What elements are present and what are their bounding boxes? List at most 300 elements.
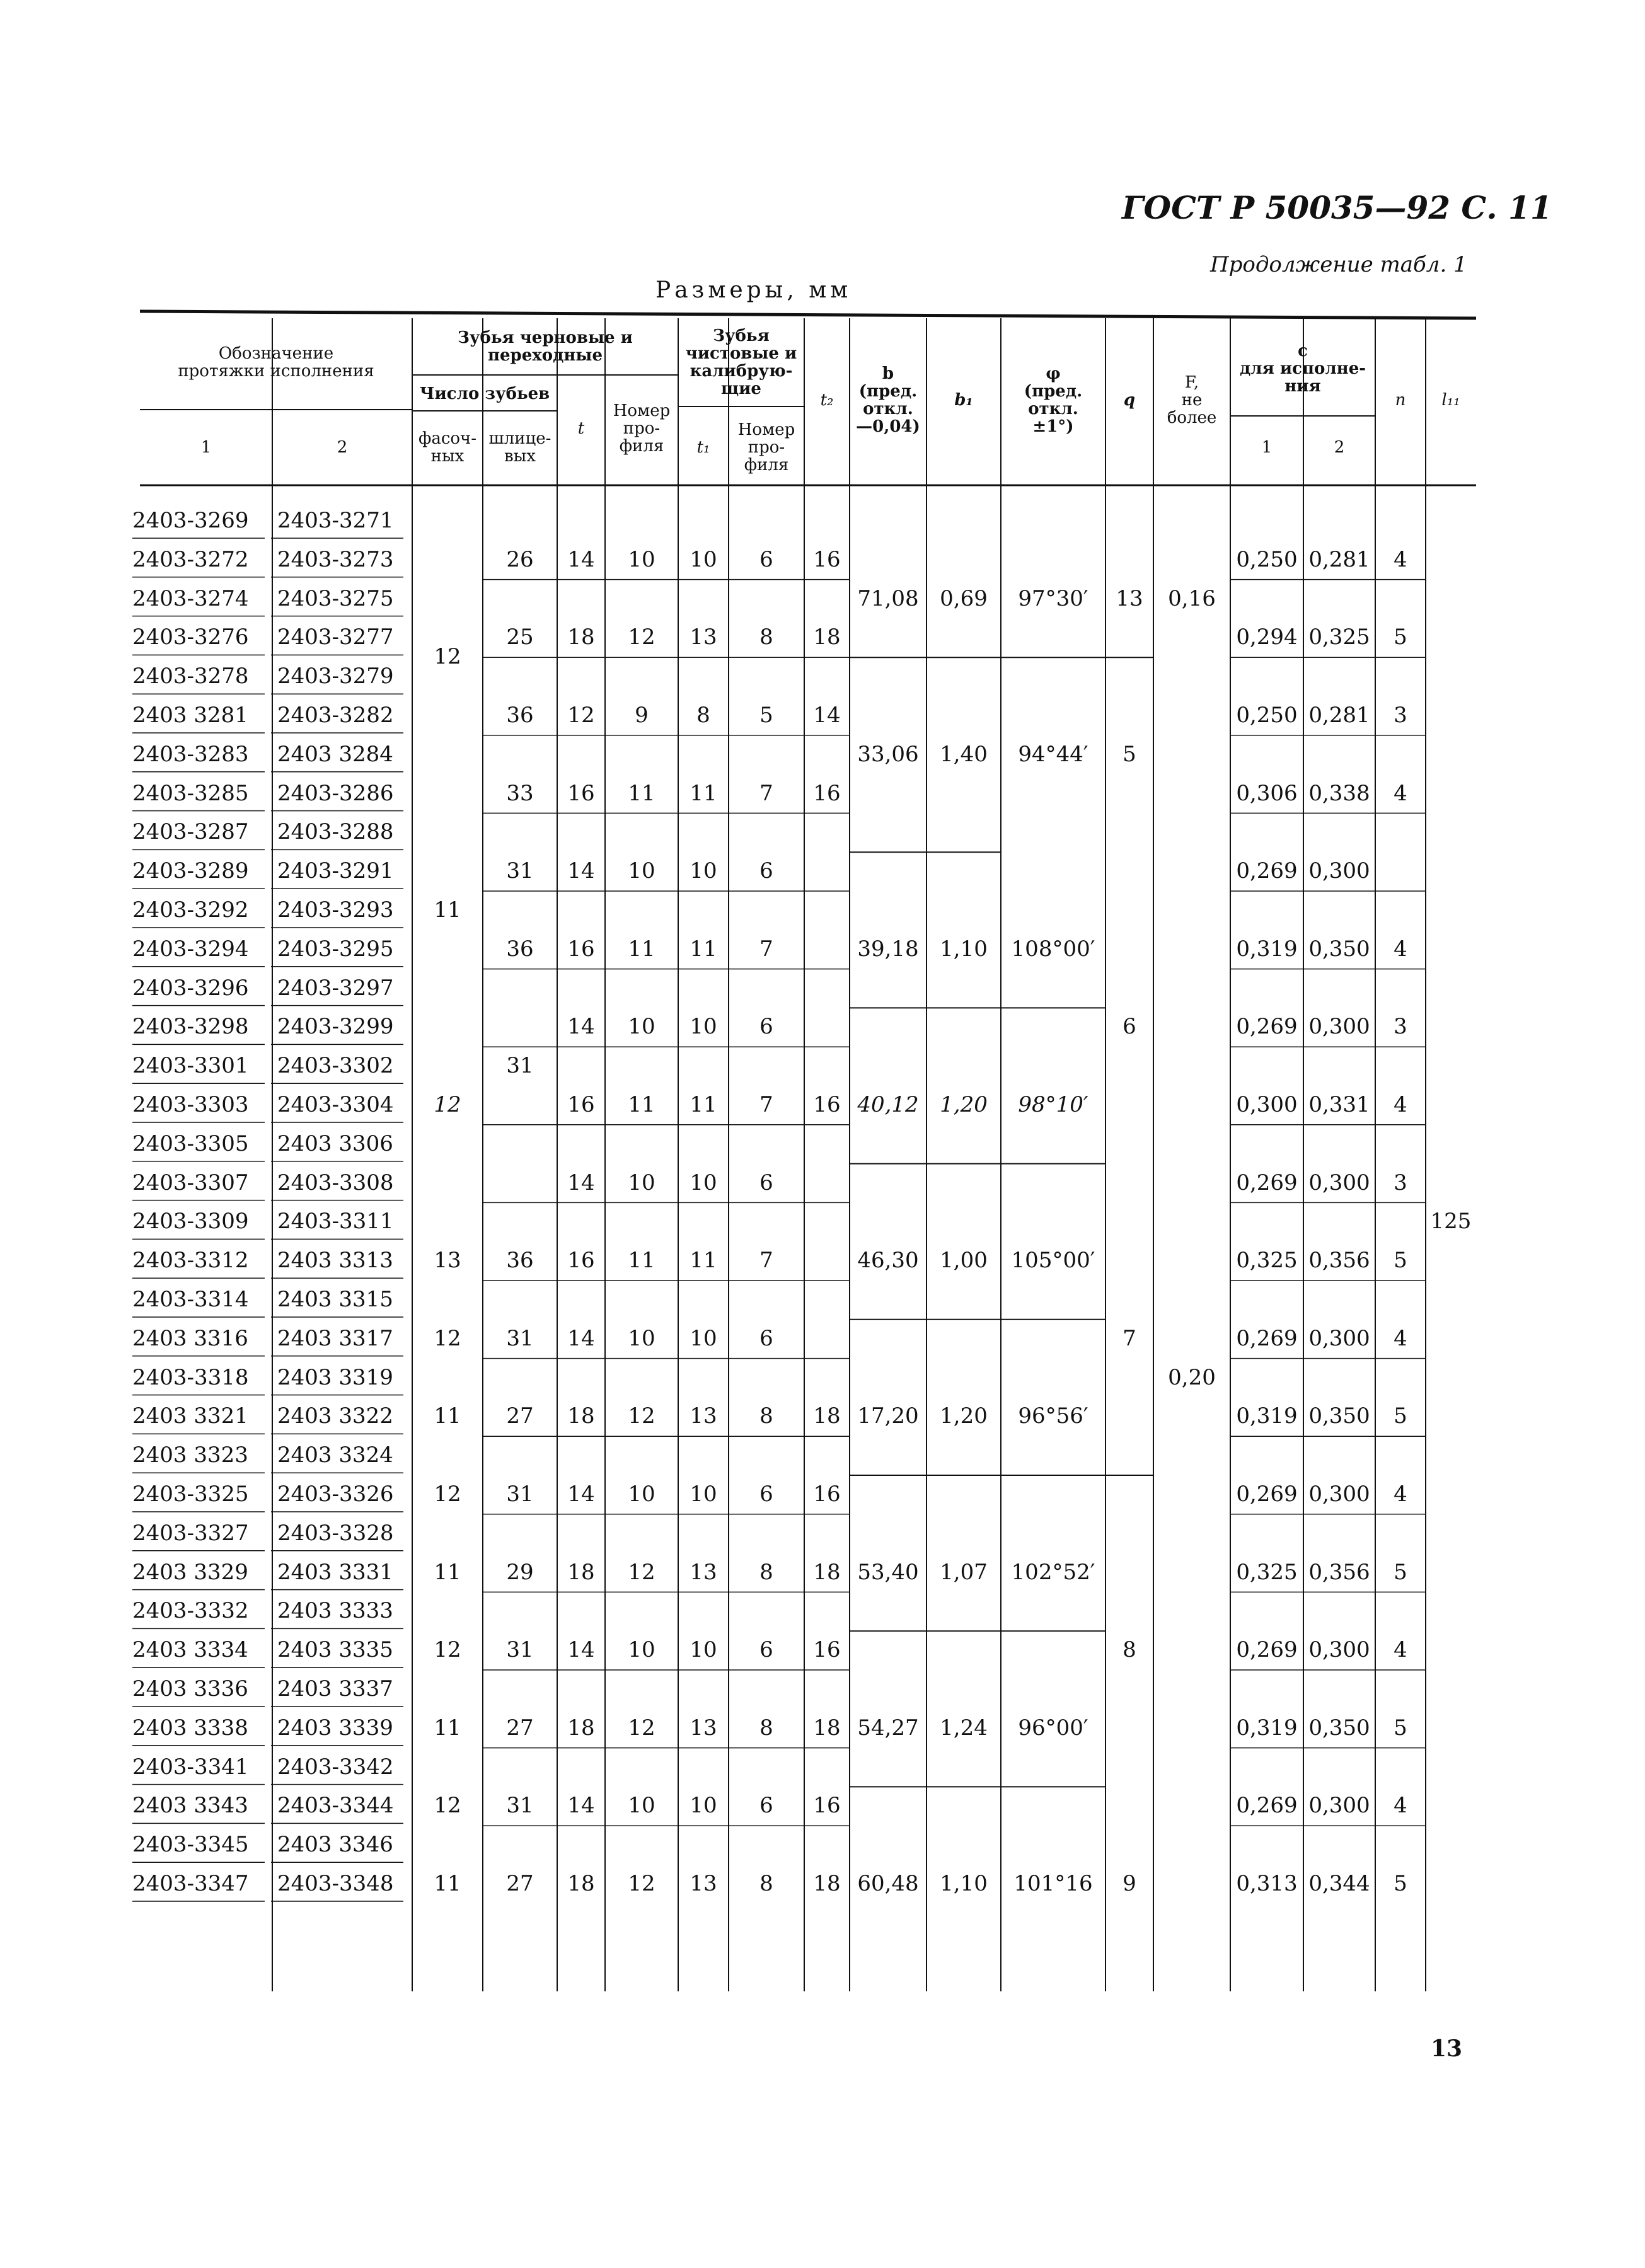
designation-exec1: 2403-3309 — [132, 1209, 249, 1235]
cell-n: 4 — [1394, 1482, 1407, 1507]
cell-q: 13 — [1116, 585, 1143, 611]
cell-b: 54,27 — [857, 1715, 919, 1741]
header-F: F, не более — [1167, 373, 1217, 427]
cell-n: 3 — [1394, 1170, 1407, 1195]
cell-c1: 0,269 — [1236, 858, 1298, 884]
header-c-1: 1 — [1261, 438, 1273, 457]
cell-chamfer: 11 — [434, 1715, 461, 1741]
designation-exec1: 2403-3276 — [132, 625, 249, 650]
cell-spline: 33 — [506, 780, 534, 806]
cell-c1: 0,306 — [1236, 780, 1298, 806]
designation-exec2: 2403 3346 — [277, 1832, 393, 1858]
cell-prof2: 6 — [759, 546, 773, 572]
cell-t2: 16 — [813, 1482, 841, 1507]
cell-phi: 97°30′ — [1018, 585, 1088, 611]
cell-b: 33,06 — [857, 741, 919, 767]
cell-prof2: 8 — [759, 1871, 773, 1896]
designation-exec1: 2403-3272 — [132, 546, 249, 572]
cell-prof2: 6 — [759, 1793, 773, 1819]
document-title: ГОСТ Р 50035—92 С. 11 — [1122, 189, 1552, 226]
cell-t2: 18 — [813, 625, 841, 650]
cell-prof2: 8 — [759, 1559, 773, 1585]
designation-exec2: 2403 3315 — [277, 1287, 393, 1312]
cell-t1: 13 — [690, 1871, 717, 1896]
header-b: b (пред. откл. —0,04) — [856, 364, 920, 436]
designation-exec2: 2403-3286 — [277, 780, 394, 806]
cell-q: 5 — [1123, 741, 1136, 767]
designation-exec2: 2403-3328 — [277, 1520, 394, 1546]
cell-phi: 101°16 — [1013, 1871, 1093, 1896]
cell-phi: 102°52′ — [1011, 1559, 1095, 1585]
cell-t1: 10 — [690, 1482, 717, 1507]
cell-prof2: 8 — [759, 1715, 773, 1741]
cell-chamfer: 12 — [434, 1092, 461, 1117]
cell-c2: 0,300 — [1308, 1170, 1370, 1195]
header-b1: b₁ — [954, 391, 973, 410]
cell-spline: 31 — [506, 1053, 534, 1079]
cell-chamfer: 11 — [434, 1559, 461, 1585]
designation-exec2: 2403 3324 — [277, 1442, 393, 1468]
cell-t2: 14 — [813, 703, 841, 728]
designation-exec2: 2403 3284 — [277, 741, 393, 767]
cell-c2: 0,300 — [1308, 1014, 1370, 1040]
cell-q: 6 — [1123, 1014, 1136, 1040]
cell-spline: 36 — [506, 703, 534, 728]
cell-t: 14 — [567, 1170, 595, 1195]
cell-c2: 0,356 — [1308, 1559, 1370, 1585]
cell-c1: 0,269 — [1236, 1014, 1298, 1040]
cell-c1: 0,319 — [1236, 1403, 1298, 1429]
designation-exec2: 2403-3277 — [277, 625, 394, 650]
cell-q: 7 — [1123, 1325, 1136, 1351]
cell-phi: 108°00′ — [1011, 936, 1095, 962]
cell-t: 18 — [567, 1559, 595, 1585]
cell-prof1: 11 — [628, 1248, 655, 1274]
cell-c2: 0,300 — [1308, 1482, 1370, 1507]
cell-t1: 13 — [690, 1559, 717, 1585]
header-q: q — [1123, 391, 1136, 410]
designation-exec1: 2403-3269 — [132, 508, 249, 533]
cell-c1: 0,325 — [1236, 1559, 1298, 1585]
cell-spline: 36 — [506, 1248, 534, 1274]
cell-t2: 16 — [813, 1092, 841, 1117]
cell-c2: 0,356 — [1308, 1248, 1370, 1274]
cell-t1: 13 — [690, 1715, 717, 1741]
cell-t: 12 — [567, 703, 595, 728]
designation-exec2: 2403-3279 — [277, 664, 394, 689]
header-n: n — [1395, 391, 1406, 410]
cell-phi: 96°00′ — [1018, 1715, 1088, 1741]
cell-chamfer: 11 — [434, 897, 461, 923]
cell-prof2: 6 — [759, 1482, 773, 1507]
header-rough-teeth: Зубья черновые и переходные — [458, 328, 633, 365]
cell-prof1: 11 — [628, 1092, 655, 1117]
cell-prof1: 12 — [628, 625, 655, 650]
cell-c1: 0,269 — [1236, 1482, 1298, 1507]
cell-prof2: 6 — [759, 1325, 773, 1351]
cell-t1: 11 — [690, 780, 717, 806]
cell-chamfer: 12 — [434, 1793, 461, 1819]
designation-exec1: 2403 3334 — [132, 1637, 248, 1663]
header-spline: шлице- вых — [488, 429, 551, 466]
cell-prof1: 10 — [628, 1637, 655, 1663]
designation-exec2: 2403-3282 — [277, 703, 394, 728]
cell-t2: 16 — [813, 546, 841, 572]
designation-exec1: 2403-3283 — [132, 741, 249, 767]
cell-t1: 10 — [690, 1637, 717, 1663]
cell-t2: 18 — [813, 1871, 841, 1896]
cell-b1: 1,20 — [940, 1092, 988, 1117]
cell-t: 14 — [567, 1637, 595, 1663]
cell-c2: 0,281 — [1308, 703, 1370, 728]
cell-c1: 0,319 — [1236, 1715, 1298, 1741]
designation-exec2: 2403 3331 — [277, 1559, 393, 1585]
designation-exec2: 2403-3293 — [277, 897, 394, 923]
cell-spline: 31 — [506, 1325, 534, 1351]
cell-n: 5 — [1394, 625, 1407, 650]
cell-phi: 94°44′ — [1018, 741, 1088, 767]
cell-n: 4 — [1394, 936, 1407, 962]
designation-exec2: 2403 3339 — [277, 1715, 393, 1741]
designation-exec1: 2403 3323 — [132, 1442, 248, 1468]
cell-spline: 31 — [506, 1637, 534, 1663]
cell-t2: 16 — [813, 1637, 841, 1663]
header-l11: l₁₁ — [1441, 391, 1460, 410]
cell-chamfer: 12 — [434, 1637, 461, 1663]
cell-phi: 105°00′ — [1011, 1248, 1095, 1274]
cell-t1: 10 — [690, 858, 717, 884]
cell-b: 46,30 — [857, 1248, 919, 1274]
cell-prof2: 6 — [759, 858, 773, 884]
designation-exec1: 2403-3325 — [132, 1482, 249, 1507]
cell-t1: 10 — [690, 1170, 717, 1195]
header-exec-1: 1 — [200, 438, 212, 457]
cell-spline: 31 — [506, 858, 534, 884]
designation-exec2: 2403-3342 — [277, 1754, 394, 1780]
cell-chamfer: 11 — [434, 1403, 461, 1429]
designation-exec1: 2403-3294 — [132, 936, 249, 962]
designation-exec1: 2403-3307 — [132, 1170, 249, 1195]
designation-exec2: 2403-3304 — [277, 1092, 394, 1117]
cell-prof2: 7 — [759, 1248, 773, 1274]
grid-line — [140, 311, 1476, 318]
designation-exec2: 2403-3348 — [277, 1871, 394, 1896]
designation-exec1: 2403-3285 — [132, 780, 249, 806]
cell-c1: 0,269 — [1236, 1170, 1298, 1195]
header-chamfer: фасоч- ных — [418, 429, 477, 466]
cell-n: 4 — [1394, 1793, 1407, 1819]
page-number: 13 — [1431, 2035, 1463, 2062]
designation-exec1: 2403-3303 — [132, 1092, 249, 1117]
cell-c1: 0,250 — [1236, 546, 1298, 572]
cell-prof1: 10 — [628, 1482, 655, 1507]
cell-t1: 13 — [690, 625, 717, 650]
designation-exec1: 2403-3327 — [132, 1520, 249, 1546]
cell-prof1: 12 — [628, 1871, 655, 1896]
designation-exec2: 2403 3333 — [277, 1598, 393, 1624]
header-t: t — [577, 419, 585, 438]
designation-exec1: 2403 3281 — [132, 703, 248, 728]
designation-exec2: 2403-3295 — [277, 936, 394, 962]
cell-n: 5 — [1394, 1715, 1407, 1741]
cell-c2: 0,300 — [1308, 1793, 1370, 1819]
cell-c1: 0,250 — [1236, 703, 1298, 728]
cell-b1: 1,10 — [940, 936, 988, 962]
cell-b1: 1,20 — [940, 1403, 988, 1429]
header-phi: φ (пред. откл. ±1°) — [1024, 364, 1083, 436]
designation-exec1: 2403-3305 — [132, 1131, 249, 1156]
cell-t: 16 — [567, 936, 595, 962]
designation-exec1: 2403-3332 — [132, 1598, 249, 1624]
cell-spline: 29 — [506, 1559, 534, 1585]
cell-c1: 0,300 — [1236, 1092, 1298, 1117]
cell-spline: 27 — [506, 1715, 534, 1741]
cell-prof1: 10 — [628, 1170, 655, 1195]
cell-b: 53,40 — [857, 1559, 919, 1585]
cell-t: 14 — [567, 1793, 595, 1819]
cell-b1: 1,10 — [940, 1871, 988, 1896]
designation-exec1: 2403-3312 — [132, 1248, 249, 1274]
cell-n: 5 — [1394, 1403, 1407, 1429]
cell-spline: 26 — [506, 546, 534, 572]
designation-exec1: 2403-3301 — [132, 1053, 249, 1079]
cell-c2: 0,344 — [1308, 1871, 1370, 1896]
cell-q: 8 — [1123, 1637, 1136, 1663]
cell-t: 16 — [567, 1248, 595, 1274]
cell-b: 39,18 — [857, 936, 919, 962]
cell-t1: 10 — [690, 1325, 717, 1351]
designation-exec2: 2403-3273 — [277, 546, 394, 572]
cell-l11: 125 — [1430, 1209, 1472, 1235]
header-teeth-count: Число зубьев — [419, 384, 550, 403]
designation-exec2: 2403 3335 — [277, 1637, 393, 1663]
cell-n: 5 — [1394, 1559, 1407, 1585]
cell-q: 9 — [1123, 1871, 1136, 1896]
cell-c2: 0,338 — [1308, 780, 1370, 806]
designation-exec1: 2403-3347 — [132, 1871, 249, 1896]
designation-exec1: 2403-3289 — [132, 858, 249, 884]
cell-c2: 0,300 — [1308, 1637, 1370, 1663]
cell-c2: 0,300 — [1308, 858, 1370, 884]
designation-exec1: 2403-3314 — [132, 1287, 249, 1312]
designation-exec1: 2403-3318 — [132, 1364, 249, 1390]
cell-t2: 18 — [813, 1559, 841, 1585]
designation-exec2: 2403 3306 — [277, 1131, 393, 1156]
designation-exec1: 2403-3341 — [132, 1754, 249, 1780]
designation-exec1: 2403-3296 — [132, 975, 249, 1001]
cell-t: 14 — [567, 1482, 595, 1507]
cell-prof2: 6 — [759, 1014, 773, 1040]
cell-t1: 11 — [690, 1092, 717, 1117]
cell-chamfer: 11 — [434, 1871, 461, 1896]
designation-exec2: 2403 3313 — [277, 1248, 393, 1274]
cell-prof1: 10 — [628, 1325, 655, 1351]
header-exec-2: 2 — [337, 438, 348, 457]
header-designation: Обозначение протяжки исполнения — [178, 344, 374, 381]
cell-c1: 0,269 — [1236, 1637, 1298, 1663]
cell-t2: 18 — [813, 1403, 841, 1429]
cell-c2: 0,350 — [1308, 936, 1370, 962]
dimensions-label: Размеры, мм — [655, 277, 852, 303]
designation-exec2: 2403 3317 — [277, 1325, 393, 1351]
cell-c2: 0,300 — [1308, 1325, 1370, 1351]
cell-t: 14 — [567, 546, 595, 572]
cell-t: 14 — [567, 1325, 595, 1351]
cell-spline: 25 — [506, 625, 534, 650]
designation-exec2: 2403 3322 — [277, 1403, 393, 1429]
cell-t1: 10 — [690, 1793, 717, 1819]
designation-exec2: 2403-3275 — [277, 585, 394, 611]
designation-exec1: 2403 3343 — [132, 1793, 248, 1819]
cell-prof2: 6 — [759, 1637, 773, 1663]
cell-n: 4 — [1394, 780, 1407, 806]
cell-F: 0,16 — [1168, 585, 1216, 611]
cell-prof1: 12 — [628, 1715, 655, 1741]
designation-exec2: 2403-3297 — [277, 975, 394, 1001]
cell-c2: 0,331 — [1308, 1092, 1370, 1117]
designation-exec2: 2403-3344 — [277, 1793, 394, 1819]
cell-t2: 18 — [813, 1715, 841, 1741]
header-c-2: 2 — [1334, 438, 1345, 457]
header-profile-no: Номер про- филя — [613, 401, 671, 456]
designation-exec1: 2403-3278 — [132, 664, 249, 689]
cell-phi: 98°10′ — [1018, 1092, 1088, 1117]
cell-c1: 0,313 — [1236, 1871, 1298, 1896]
cell-b1: 1,24 — [940, 1715, 988, 1741]
cell-prof2: 5 — [759, 703, 773, 728]
cell-t: 16 — [567, 780, 595, 806]
cell-spline: 36 — [506, 936, 534, 962]
designation-exec1: 2403-3345 — [132, 1832, 249, 1858]
cell-b1: 1,00 — [940, 1248, 988, 1274]
cell-t1: 11 — [690, 1248, 717, 1274]
cell-c2: 0,350 — [1308, 1403, 1370, 1429]
cell-t1: 8 — [696, 703, 710, 728]
cell-spline: 31 — [506, 1482, 534, 1507]
cell-n: 4 — [1394, 546, 1407, 572]
cell-t1: 10 — [690, 546, 717, 572]
cell-t1: 11 — [690, 936, 717, 962]
cell-prof1: 10 — [628, 1793, 655, 1819]
cell-c2: 0,350 — [1308, 1715, 1370, 1741]
designation-exec2: 2403-3302 — [277, 1053, 394, 1079]
cell-t: 14 — [567, 858, 595, 884]
cell-t2: 16 — [813, 1793, 841, 1819]
designation-exec2: 2403-3326 — [277, 1482, 394, 1507]
header-t2: t₂ — [820, 391, 834, 410]
cell-spline: 31 — [506, 1793, 534, 1819]
designation-exec1: 2403-3274 — [132, 585, 249, 611]
cell-chamfer: 12 — [434, 1325, 461, 1351]
cell-spline: 27 — [506, 1871, 534, 1896]
cell-prof1: 12 — [628, 1403, 655, 1429]
cell-t1: 10 — [690, 1014, 717, 1040]
cell-spline: 27 — [506, 1403, 534, 1429]
cell-b: 40,12 — [857, 1092, 919, 1117]
designation-exec2: 2403-3291 — [277, 858, 394, 884]
cell-n: 3 — [1394, 703, 1407, 728]
designation-exec1: 2403-3298 — [132, 1014, 249, 1040]
cell-prof1: 10 — [628, 546, 655, 572]
cell-c1: 0,269 — [1236, 1325, 1298, 1351]
designation-exec1: 2403 3316 — [132, 1325, 248, 1351]
cell-prof1: 10 — [628, 858, 655, 884]
cell-c2: 0,325 — [1308, 625, 1370, 650]
cell-c1: 0,294 — [1236, 625, 1298, 650]
cell-c1: 0,325 — [1236, 1248, 1298, 1274]
cell-b: 71,08 — [857, 585, 919, 611]
cell-prof1: 11 — [628, 936, 655, 962]
designation-exec2: 2403-3271 — [277, 508, 394, 533]
cell-t: 18 — [567, 1715, 595, 1741]
designation-exec1: 2403-3292 — [132, 897, 249, 923]
cell-prof1: 11 — [628, 780, 655, 806]
cell-c2: 0,281 — [1308, 546, 1370, 572]
header-finish-teeth: Зубья чистовые и калибрую- щие — [685, 326, 797, 398]
designation-exec2: 2403-3308 — [277, 1170, 394, 1195]
cell-t: 18 — [567, 625, 595, 650]
cell-n: 5 — [1394, 1248, 1407, 1274]
cell-prof1: 10 — [628, 1014, 655, 1040]
cell-prof1: 12 — [628, 1559, 655, 1585]
designation-exec1: 2403 3338 — [132, 1715, 248, 1741]
cell-t: 16 — [567, 1092, 595, 1117]
designation-exec1: 2403 3321 — [132, 1403, 248, 1429]
cell-prof2: 7 — [759, 936, 773, 962]
cell-phi: 96°56′ — [1018, 1403, 1088, 1429]
designation-exec2: 2403-3288 — [277, 819, 394, 845]
header-profile-no-2: Номер про- филя — [737, 420, 795, 475]
cell-b: 17,20 — [857, 1403, 919, 1429]
cell-n: 4 — [1394, 1325, 1407, 1351]
cell-t: 18 — [567, 1403, 595, 1429]
cell-prof2: 7 — [759, 780, 773, 806]
cell-n: 4 — [1394, 1637, 1407, 1663]
cell-c1: 0,269 — [1236, 1793, 1298, 1819]
header-t1: t₁ — [696, 438, 710, 457]
cell-F: 0,20 — [1168, 1364, 1216, 1390]
cell-chamfer: 12 — [434, 644, 461, 670]
cell-chamfer: 12 — [434, 1482, 461, 1507]
cell-t: 14 — [567, 1014, 595, 1040]
designation-exec2: 2403-3299 — [277, 1014, 394, 1040]
designation-exec1: 2403 3329 — [132, 1559, 248, 1585]
cell-prof2: 6 — [759, 1170, 773, 1195]
cell-b1: 0,69 — [940, 585, 988, 611]
cell-n: 5 — [1394, 1871, 1407, 1896]
designation-exec1: 2403-3287 — [132, 819, 249, 845]
cell-b1: 1,07 — [940, 1559, 988, 1585]
cell-b1: 1,40 — [940, 741, 988, 767]
cell-t1: 13 — [690, 1403, 717, 1429]
designation-exec1: 2403 3336 — [132, 1676, 248, 1701]
cell-prof1: 9 — [635, 703, 649, 728]
table-continuation-label: Продолжение табл. 1 — [1210, 252, 1467, 277]
cell-chamfer: 13 — [434, 1248, 461, 1274]
cell-b: 60,48 — [857, 1871, 919, 1896]
designation-exec2: 2403-3311 — [277, 1209, 394, 1235]
cell-prof2: 8 — [759, 1403, 773, 1429]
cell-t: 18 — [567, 1871, 595, 1896]
header-c: c для исполне- ния — [1239, 342, 1366, 396]
cell-n: 4 — [1394, 1092, 1407, 1117]
cell-n: 3 — [1394, 1014, 1407, 1040]
designation-exec2: 2403 3319 — [277, 1364, 393, 1390]
cell-prof2: 8 — [759, 625, 773, 650]
cell-prof2: 7 — [759, 1092, 773, 1117]
cell-t2: 16 — [813, 780, 841, 806]
cell-c1: 0,319 — [1236, 936, 1298, 962]
